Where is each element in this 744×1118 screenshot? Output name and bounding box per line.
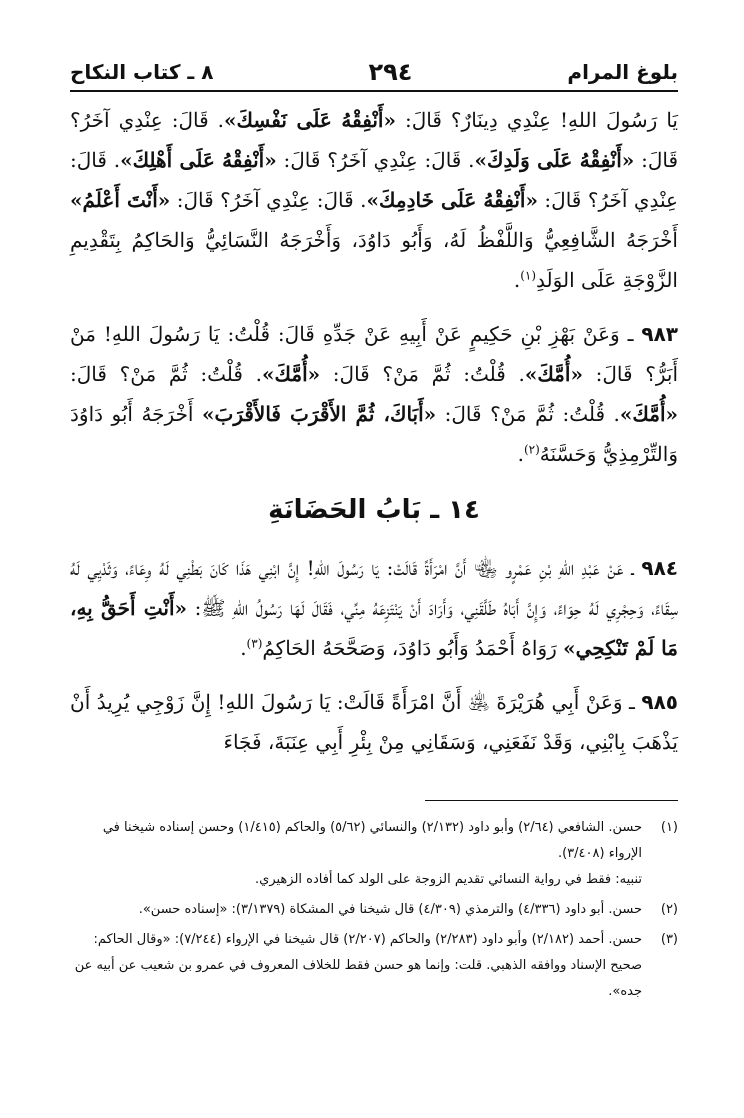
- text-segment: أَخْرَجَهُ أَبُو دَاوُدَ وَالتِّرْمِذِيُّ وَحَسَّنَهُ: [70, 402, 678, 466]
- text-segment: . قَالَ: عِنْدِي آخَرُ؟ قَالَ:: [276, 148, 475, 172]
- main-text: [70, 100, 678, 776]
- text-segment: . قُلْتُ: ثُمَّ مَنْ؟ قَالَ:: [320, 362, 525, 386]
- footnote-1: [70, 815, 678, 893]
- paragraph-hadith-984: [70, 548, 678, 668]
- text-segment: أَخْرَجَهُ الشَّافِعِيُّ وَاللَّفْظُ لَهُ، وَأَبُو دَاوُدَ، وَأَخْرَجَهُ النَّسَائِيُّ وَالحَاكِمُ بِتَقْدِيمِ الزَّوْجَةِ عَلَى الوَلَدِ: [70, 228, 678, 292]
- prophetic-quote: «أُمَّكَ»: [619, 402, 678, 426]
- running-header: [70, 52, 678, 92]
- footnote-number: (١): [660, 820, 678, 835]
- footnote-ref[interactable]: (١): [520, 268, 537, 283]
- prophetic-quote: «أَنْتَ أَعْلَمُ»: [70, 188, 171, 212]
- text-segment: ـ عَنْ عَبْدِ اللهِ بْنِ عَمْرٍو ﵄ أَنَّ امْرَأَةً قَالَتْ: يَا رَسُولَ اللهِ! إِنَّ ابْنِي هَذَا كَانَ بَطْنِي لَهُ وِعَاءً، وَثَدْيِي لَهُ سِقَاءً، وَحِجْرِي لَهُ حِوَاءً، وَإِنَّ أَبَاهُ طَلَّقَنِي، وَأَرَادَ أَنْ يَنْتَزِعَهُ مِنِّي، فَقَالَ لَهَا رَسُولُ اللهِ ﷺ:: [70, 556, 678, 620]
- footnote-3: [70, 927, 678, 1005]
- footnote-divider: [425, 800, 678, 801]
- text-segment: يَا رَسُولَ اللهِ! عِنْدِي دِينَارٌ؟ قَالَ:: [395, 108, 678, 132]
- prophetic-quote: «أَبَاكَ، ثُمَّ الأَقْرَبَ فَالأَقْرَبَ»: [201, 402, 437, 426]
- prophetic-quote: «أَنْفِقْهُ عَلَى أَهْلِكَ»: [120, 148, 277, 172]
- text-segment: . قُلْتُ: ثُمَّ مَنْ؟ قَالَ:: [436, 402, 620, 426]
- footnote-line: تنبيه: فقط في رواية النسائي تقديم الزوجة على الولد كما أفاده الزهيري.: [255, 872, 642, 887]
- header-divider: [70, 90, 678, 92]
- text-segment: رَوَاهُ أَحْمَدُ وَأَبُو دَاوُدَ، وَصَحَّحَهُ الحَاكِمُ: [262, 636, 564, 660]
- hadith-number: ٩٨٣: [641, 322, 678, 346]
- prophetic-quote: «أَنْفِقْهُ عَلَى خَادِمِكَ»: [366, 188, 538, 212]
- footnote-body: [70, 897, 642, 923]
- text-segment: . قَالَ: عِنْدِي آخَرُ؟ قَالَ:: [170, 188, 367, 212]
- footnote-line: حسن. الشافعي (٢/٦٤) وأبو داود (٢/١٣٢) والنسائي (٥/٦٢) والحاكم (١/٤١٥) وحسن إسناده شيخنا في الإرواء (٣/٤٠٨).: [102, 820, 642, 861]
- text-segment: .: [513, 268, 521, 292]
- prophetic-quote: «أَنْتِ أَحَقُّ بِهِ، مَا لَمْ تَنْكِحِي»: [70, 596, 678, 660]
- prophetic-quote: «أَنْفِقْهُ عَلَى وَلَدِكَ»: [474, 148, 635, 172]
- text-segment: . قَالَ: عِنْدِي آخَرُ؟ قَالَ:: [70, 108, 679, 172]
- text-segment: . قُلْتُ: ثُمَّ مَنْ؟ قَالَ:: [70, 362, 262, 386]
- footnote-number: (٣): [660, 932, 678, 947]
- text-segment: ـ وَعَنْ أَبِي هُرَيْرَةَ ﵁ أَنَّ امْرَأَةً قَالَتْ: يَا رَسُولَ اللهِ! إِنَّ زَوْجِي يُرِيدُ أَنْ يَذْهَبَ بِابْنِي، وَقَدْ نَفَعَنِي، وَسَقَانِي مِنْ بِئْرِ أَبِي عِنَبَةَ، فَجَاءَ: [70, 690, 678, 754]
- chapter-title: ٨ ـ كتاب النكاح: [70, 60, 214, 84]
- chapter-heading: ١٤ ـ بَابُ الحَضَانَةِ: [268, 495, 480, 525]
- footnote-ref[interactable]: (٣): [246, 636, 263, 651]
- footnote-number: (٢): [660, 902, 678, 917]
- prophetic-quote: «أُمَّكَ»: [262, 362, 321, 386]
- paragraph-hadith-983: [70, 314, 678, 474]
- footnote-line: حسن. أحمد (٢/١٨٢) وأبو داود (٢/٢٨٣) والحاكم (٢/٢٠٧) قال شيخنا في الإرواء (٧/٢٤٤): «وقال الحاكم: صحيح الإسناد ووافقه الذهبي. قلت: وإنما هو حسن فقط للخلاف المعروف في عمرو بن شعيب عن أبيه عن جده».: [74, 932, 642, 999]
- footnotes: [70, 815, 678, 1009]
- prophetic-quote: «أُمَّكَ»: [524, 362, 583, 386]
- hadith-number: ٩٨٥: [641, 690, 678, 714]
- footnote-body: [70, 927, 642, 1005]
- paragraph-hadith-985: [70, 682, 678, 762]
- page-number: ٢٩٤: [368, 58, 413, 86]
- footnote-line: حسن. أبو داود (٤/٣٣٦) والترمذي (٤/٣٠٩) قال شيخنا في المشكاة (٣/١٣٧٩): «إسناده حسن».: [138, 902, 642, 917]
- footnote-ref[interactable]: (٢): [523, 442, 540, 457]
- footnote-2: [70, 897, 678, 923]
- text-segment: .: [517, 442, 524, 466]
- book-title: بلوغ المرام: [567, 60, 678, 84]
- paragraph-hadith-982-continuation: [70, 100, 678, 300]
- footnote-body: [70, 815, 642, 893]
- text-segment: . قَالَ: عِنْدِي آخَرُ؟ قَالَ:: [70, 148, 678, 212]
- hadith-number: ٩٨٤: [641, 556, 678, 580]
- text-segment: ـ وَعَنْ بَهْزِ بْنِ حَكِيمٍ عَنْ أَبِيهِ عَنْ جَدِّهِ قَالَ: قُلْتُ: يَا رَسُولَ اللهِ! مَنْ أَبَرُّ؟ قَالَ:: [70, 322, 678, 386]
- text-segment: .: [240, 636, 247, 660]
- prophetic-quote: «أَنْفِقْهُ عَلَى نَفْسِكَ»: [224, 108, 396, 132]
